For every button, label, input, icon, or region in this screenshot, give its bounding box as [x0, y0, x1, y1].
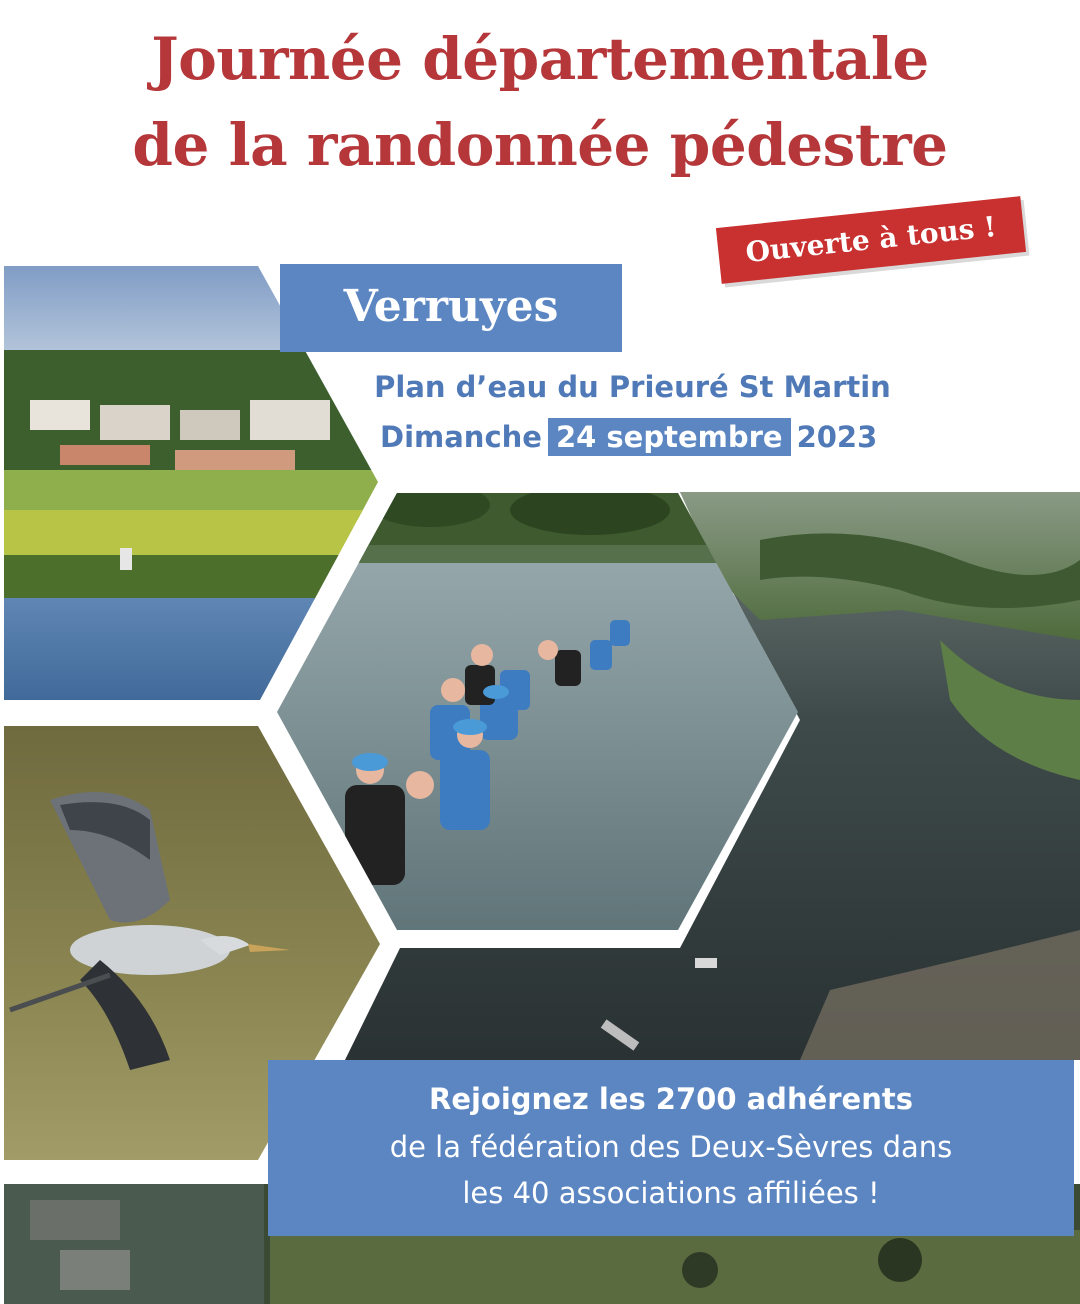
venue-name: Plan d’eau du Prieuré St Martin [374, 370, 891, 404]
event-title [0, 16, 1080, 188]
open-to-all-badge: Ouverte à tous ! [716, 196, 1026, 284]
town-name-banner: Verruyes [280, 264, 622, 352]
cta-line-2: de la fédération des Deux-Sèvres dans [389, 1130, 953, 1164]
event-date [380, 418, 877, 456]
event-title-line-1: Journée départementale [151, 25, 929, 93]
event-day-month-highlight: 24 septembre [548, 418, 791, 456]
event-title-line-2: de la randonnée pédestre [132, 111, 948, 179]
cta-line-1: Rejoignez les 2700 adhérents [428, 1082, 913, 1116]
cta-line-3: les 40 associations affiliées ! [462, 1176, 880, 1210]
event-weekday: Dimanche [380, 420, 542, 454]
membership-call-to-action [268, 1060, 1074, 1236]
event-year: 2023 [796, 420, 878, 454]
